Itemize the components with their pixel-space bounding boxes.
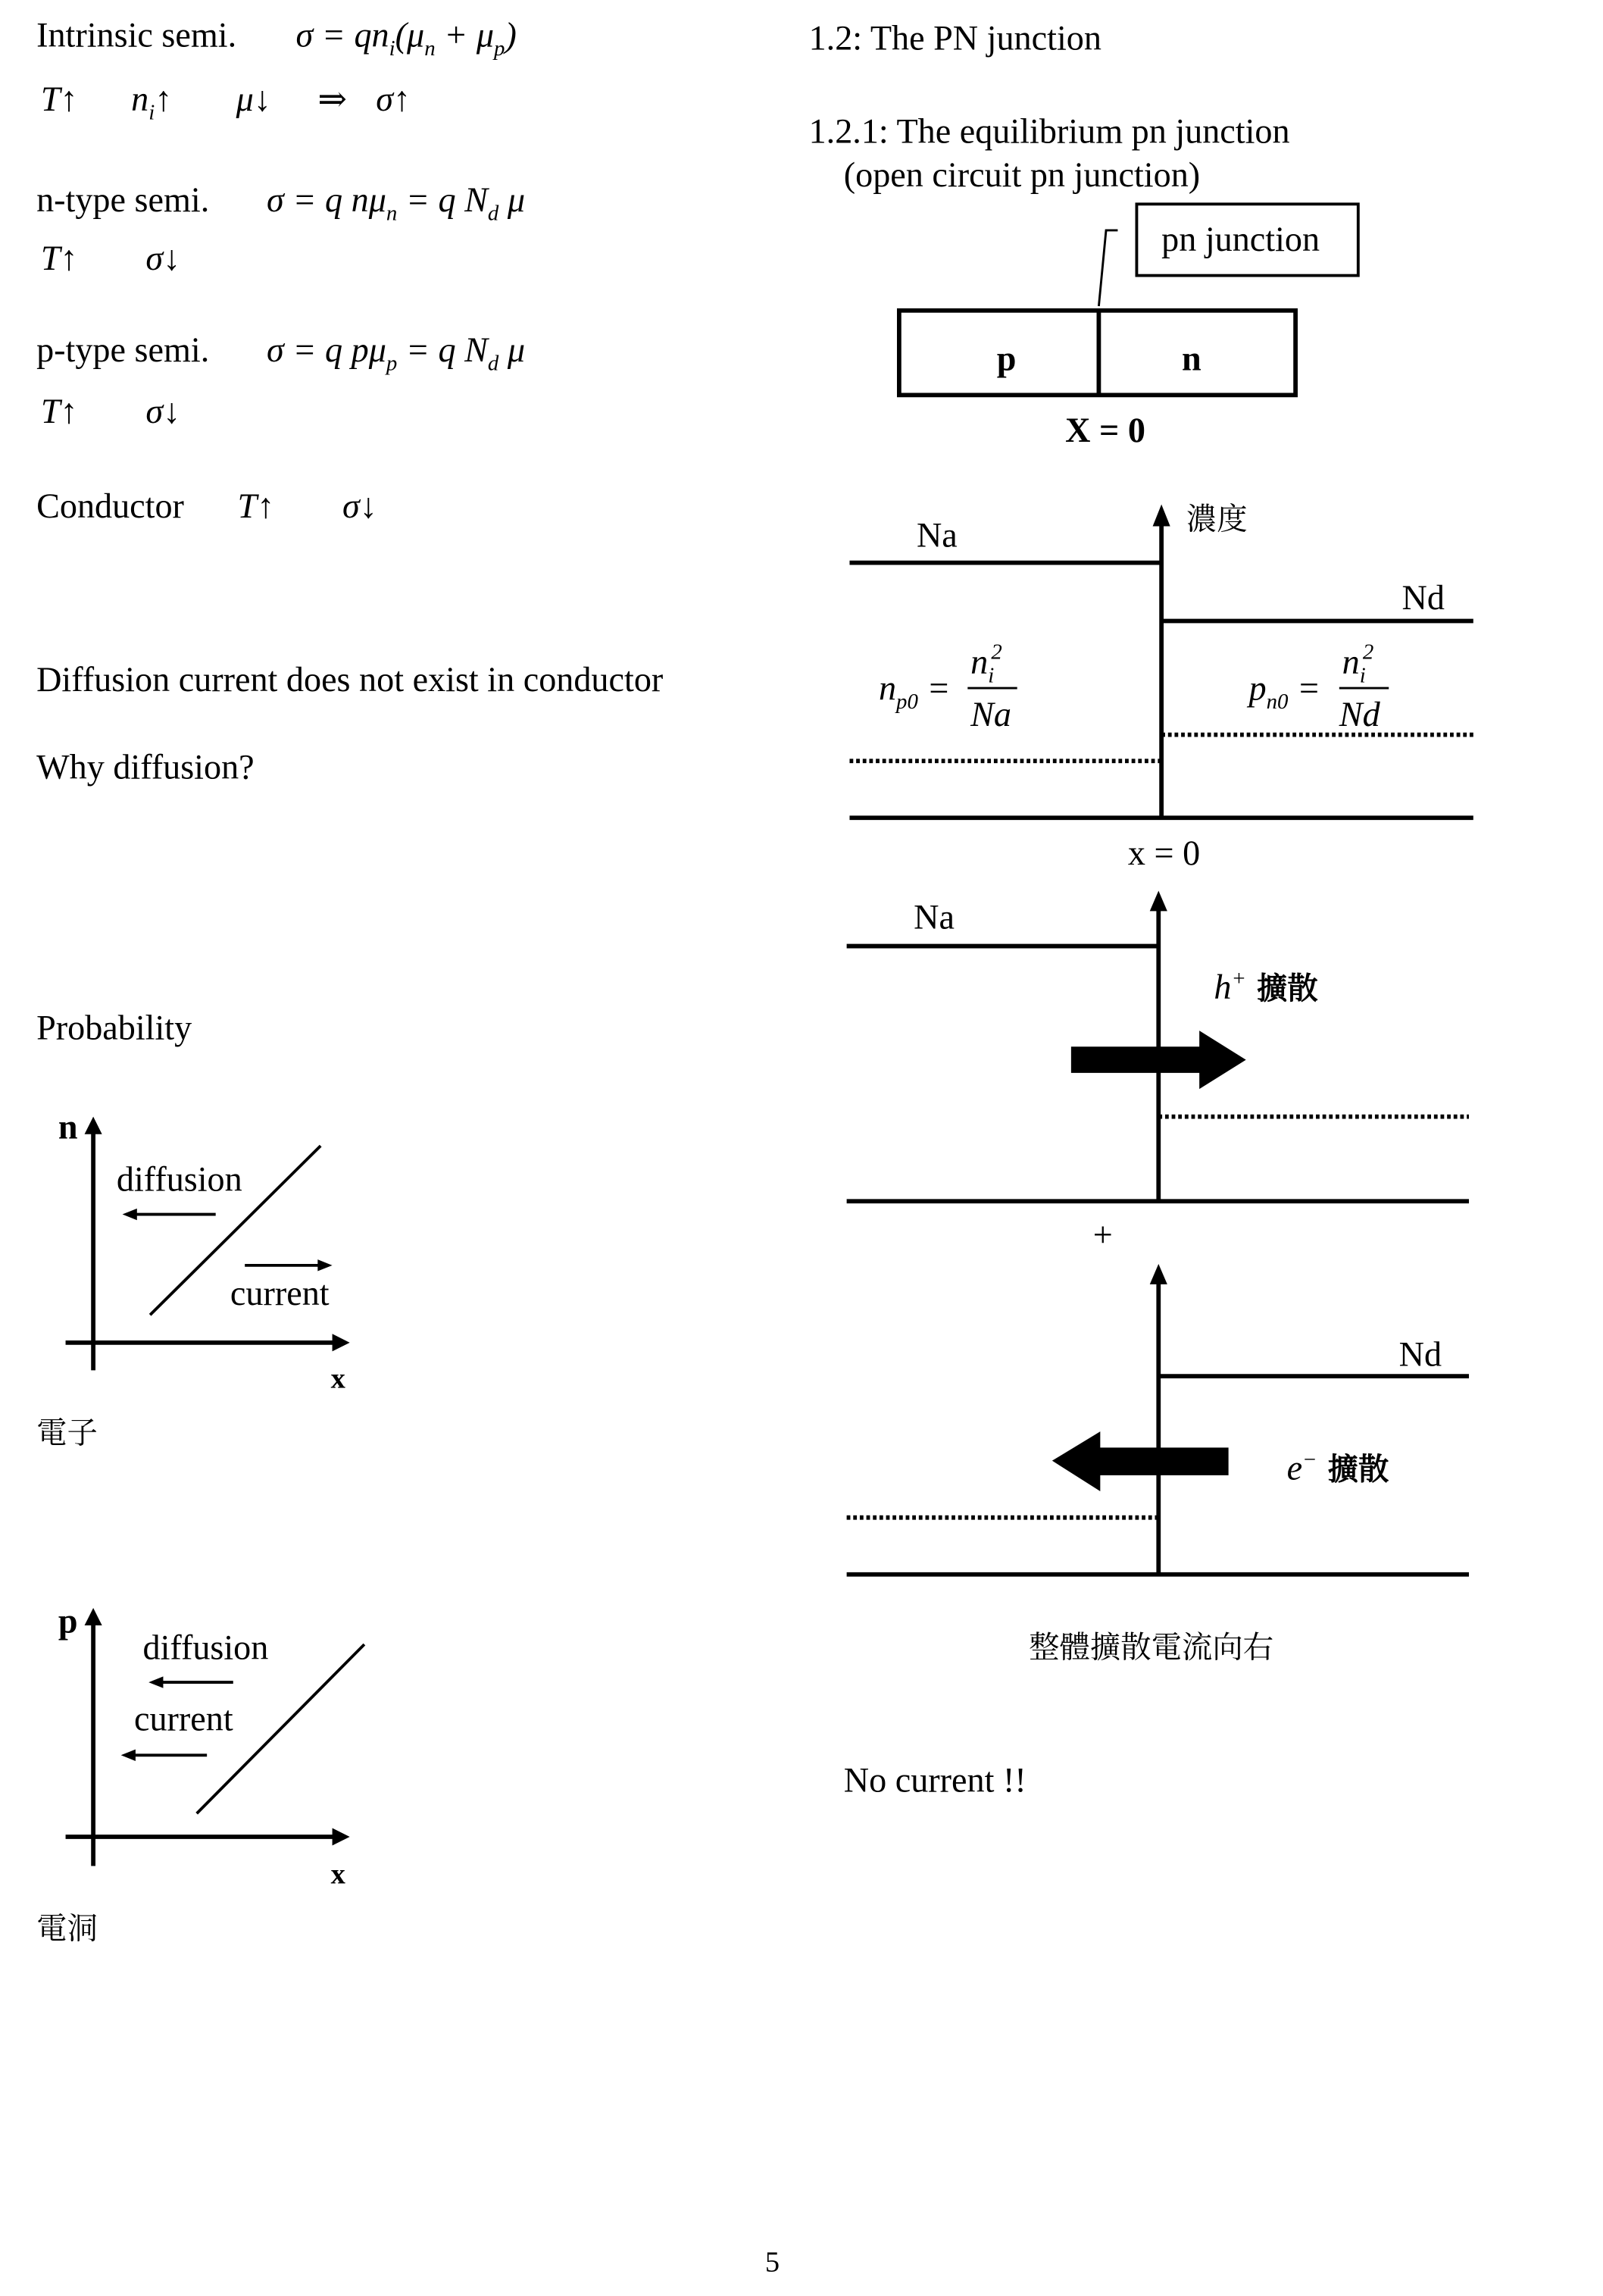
axis-label: 濃度	[1186, 501, 1248, 537]
nd-label: Nd	[1401, 578, 1445, 618]
hole-caption: 電洞	[36, 1910, 98, 1947]
diffusion-label: diffusion	[142, 1628, 269, 1667]
na-label: Na	[916, 515, 958, 555]
axis-arrowhead-icon	[1153, 505, 1170, 527]
na-label: Na	[914, 897, 955, 937]
x-axis-arrowhead-icon	[333, 1334, 350, 1351]
intrinsic-block	[36, 16, 517, 125]
ntype-block	[36, 180, 525, 277]
summary-text: 整體擴散電流向右	[1029, 1629, 1274, 1666]
electron-caption: 電子	[36, 1415, 98, 1451]
diffusion-arrowhead-icon	[148, 1676, 163, 1688]
n-region-label: n	[1182, 339, 1201, 378]
ptype-formula: σ = q $p\mu_p = q$ $N_d$ μ	[267, 330, 526, 376]
current-arrowhead-icon	[121, 1750, 136, 1761]
y-axis-label: p	[58, 1601, 78, 1641]
np0-numerator: $n_i2$	[970, 640, 1002, 688]
plus-sign: +	[1092, 1215, 1113, 1254]
pn-junction-diagram	[899, 204, 1358, 449]
x-axis-label: x	[330, 1362, 345, 1395]
electron-diffusion-label: e− 擴散	[1286, 1447, 1389, 1487]
x-axis-arrowhead-icon	[333, 1828, 350, 1845]
axis-arrowhead-icon	[1150, 890, 1167, 911]
subsection-note: (open circuit pn junction)	[843, 155, 1201, 195]
pn0-formula: $p_{n0}$ =	[1248, 668, 1321, 714]
np0-formula: $n_{p0}$ =	[878, 668, 951, 714]
ntype-trend: T↑ σ↓	[40, 238, 181, 277]
hole-diffusion-diagram	[847, 890, 1469, 1201]
page-number: 5	[764, 2246, 780, 2279]
callout-label: pn junction	[1161, 219, 1320, 258]
current-label: current	[230, 1273, 330, 1312]
axis-arrowhead-icon	[1150, 1264, 1167, 1284]
callout-leader	[1098, 230, 1117, 306]
x0-label: x = 0	[1127, 833, 1201, 872]
ntype-formula: σ = q $n\mu_n = q$ $N_d$ μ	[267, 180, 526, 226]
np0-denominator: Na	[970, 695, 1012, 734]
subsection-title: 1.2.1: The equilibrium pn junction	[808, 111, 1290, 151]
electron-diffusion-diagram	[847, 1264, 1469, 1575]
conductor-block	[36, 486, 377, 525]
diffusion-label: diffusion	[116, 1159, 242, 1199]
pn0-numerator: $n_i2$	[1342, 640, 1374, 688]
probability-label: Probability	[36, 1008, 192, 1047]
pn0-denominator: Nd	[1339, 695, 1380, 734]
diffusion-note: Diffusion current does not exist in conductor	[36, 659, 664, 699]
concentration-diagram	[849, 501, 1473, 871]
intrinsic-trend: T↑ $n_i↑$ μ↓ ⇒ σ↑	[40, 80, 411, 125]
x0-label: X = 0	[1065, 410, 1145, 449]
ptype-trend: T↑ σ↓	[40, 391, 181, 430]
ntype-label: n-type semi.	[36, 180, 210, 219]
no-current-text: No current !!	[843, 1760, 1026, 1800]
conductor-trend: T↑ σ↓	[237, 486, 377, 525]
diffusion-arrowhead-icon	[123, 1209, 137, 1220]
conductor-label: Conductor	[36, 486, 184, 525]
nd-label: Nd	[1398, 1334, 1442, 1374]
p-region-label: p	[996, 339, 1017, 378]
electron-graph	[36, 1107, 350, 1450]
hole-diffusion-label: h+ 擴散	[1214, 966, 1318, 1006]
ptype-block	[36, 330, 525, 430]
current-label: current	[133, 1699, 233, 1738]
intrinsic-label: Intrinsic semi.	[36, 15, 237, 55]
y-axis-arrowhead-icon	[85, 1608, 102, 1625]
y-axis-arrowhead-icon	[85, 1117, 102, 1134]
ptype-label: p-type semi.	[36, 330, 210, 370]
intrinsic-formula: $\sigma = qn_i(\mu_n + \mu_p)$	[295, 15, 517, 61]
x-axis-label: x	[330, 1858, 345, 1891]
current-arrowhead-icon	[317, 1259, 332, 1271]
hole-graph	[36, 1602, 364, 1947]
y-axis-label: n	[58, 1107, 78, 1146]
section-title: 1.2: The PN junction	[808, 18, 1101, 58]
left-arrow-icon	[1052, 1431, 1229, 1491]
why-diffusion: Why diffusion?	[36, 747, 255, 787]
